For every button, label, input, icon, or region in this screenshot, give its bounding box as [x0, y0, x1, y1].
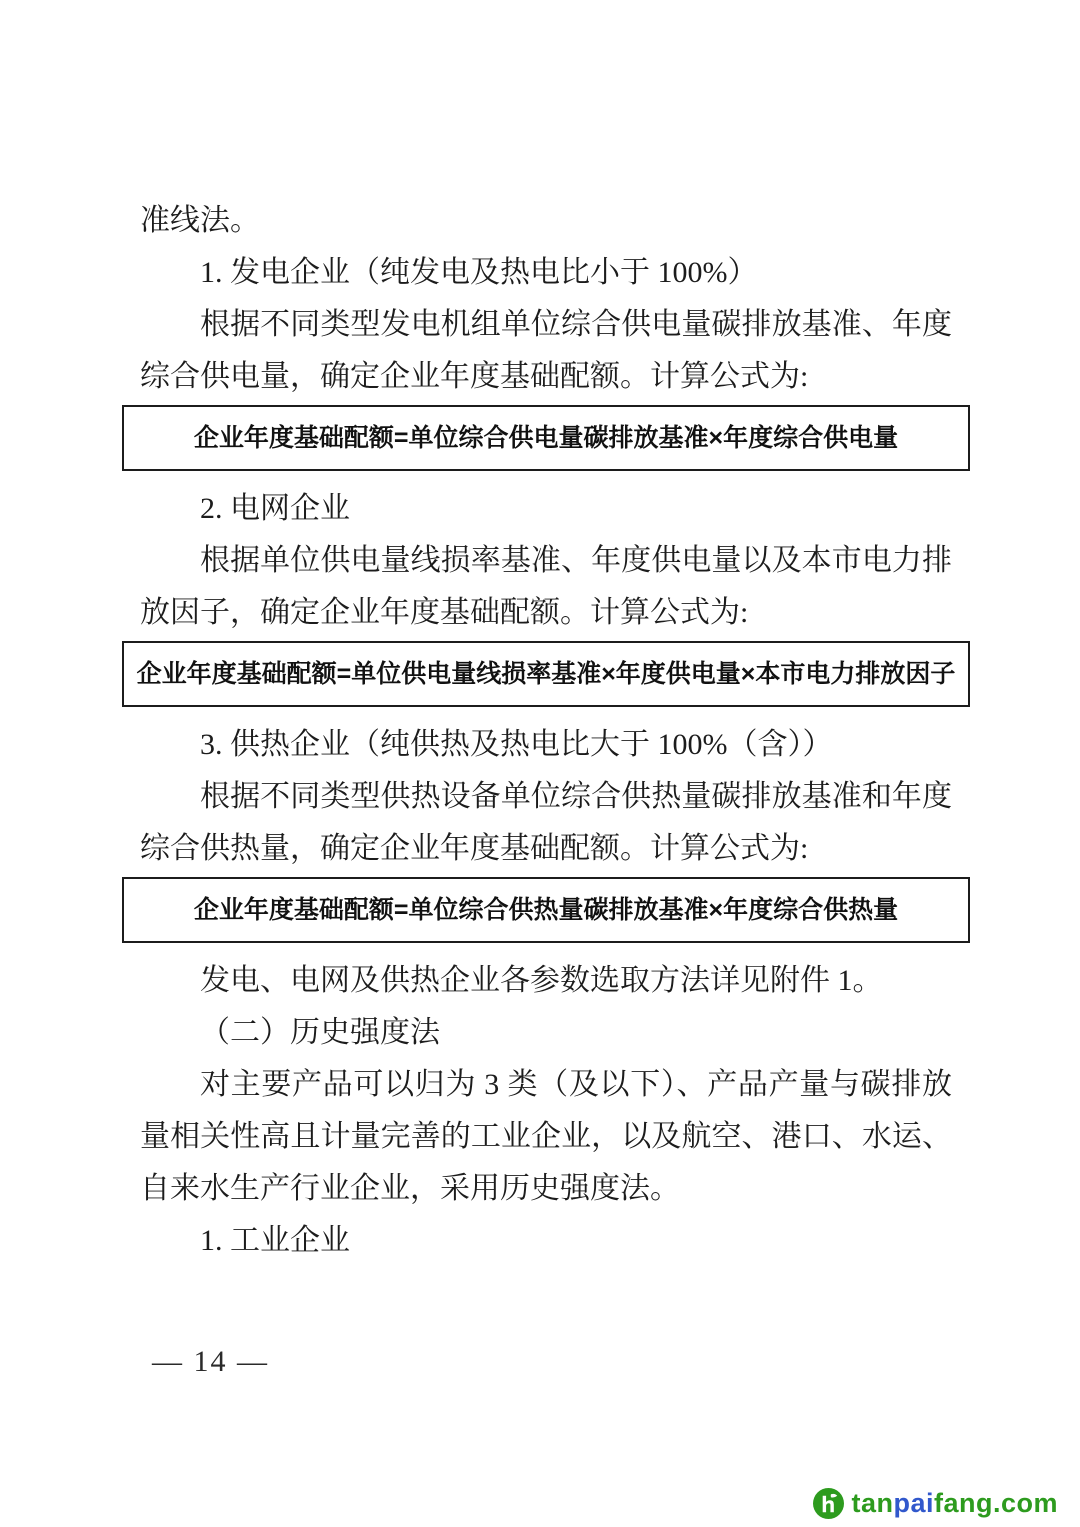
watermark-text-fang: fang.com — [933, 1488, 1058, 1518]
watermark-text — [851, 1487, 1058, 1519]
formula-box-power-generation: 企业年度基础配额=单位综合供电量碳排放基准×年度综合供电量 — [122, 405, 970, 471]
document-body — [136, 195, 956, 1267]
continuation-line: 准线法。 — [140, 204, 260, 237]
page-number: — 14 — — [152, 1345, 269, 1378]
section-2-heading: 2. 电网企业 — [200, 492, 350, 525]
watermark-text-pai: pai — [893, 1488, 934, 1518]
formula-box-heat-supply: 企业年度基础配额=单位综合供热量碳排放基准×年度综合供热量 — [122, 877, 970, 943]
section-3-paragraph: 根据不同类型供热设备单位综合供热量碳排放基准和年度综合供热量，确定企业年度基础配额。计算公式为: — [140, 780, 952, 865]
watermark-text-tan: tan — [851, 1488, 894, 1518]
formula-box-power-grid: 企业年度基础配额=单位供电量线损率基准×年度供电量×本市电力排放因子 — [122, 641, 970, 707]
section-4-heading: （二）历史强度法 — [200, 1016, 440, 1049]
section-2-paragraph: 根据单位供电量线损率基准、年度供电量以及本市电力排放因子，确定企业年度基础配额。计算公式为: — [140, 544, 952, 629]
section-3-heading: 3. 供热企业（纯供热及热电比大于 100%（含）） — [200, 728, 833, 761]
watermark-link[interactable] — [813, 1487, 1058, 1519]
section-1-heading: 1. 发电企业（纯发电及热电比小于 100%） — [200, 256, 758, 289]
section-4-paragraph: 对主要产品可以归为 3 类（及以下）、产品产量与碳排放量相关性高且计量完善的工业企业，以及航空、港口、水运、自来水生产行业企业，采用历史强度法。 — [140, 1068, 952, 1205]
parameters-note-paragraph: 发电、电网及供热企业各参数选取方法详见附件 1。 — [200, 964, 883, 997]
section-1-paragraph: 根据不同类型发电机组单位综合供电量碳排放基准、年度综合供电量，确定企业年度基础配额。计算公式为: — [140, 308, 952, 393]
section-5-heading: 1. 工业企业 — [200, 1224, 350, 1257]
tanpaifang-logo-icon — [813, 1488, 844, 1519]
